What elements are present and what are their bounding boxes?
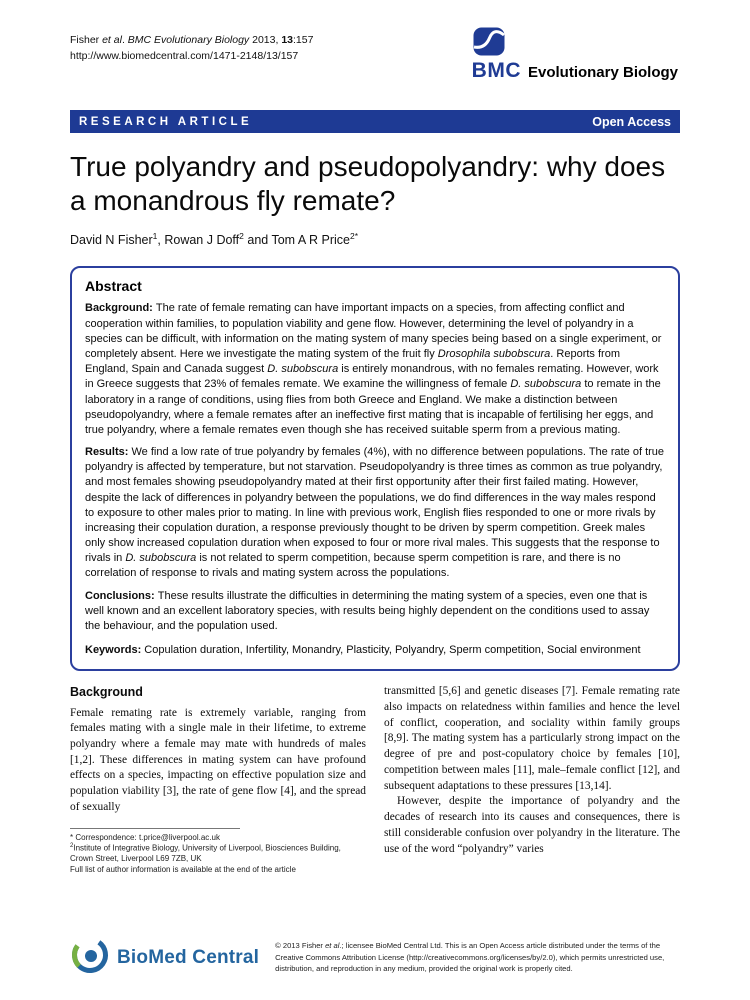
correspondence-email[interactable]: t.price@liverpool.ac.uk (138, 832, 220, 842)
bmc-logo-icon (472, 26, 506, 57)
body-paragraph-left: Female remating rate is extremely variable, ranging from females mating with a single male in their lifetime, to extreme polyandry where a female may mate with hundreds of males [1,2]. These differences in mating system can have profound effects on a species, impacting on effective population size and population viability [3], the rate of gene flow [4], and the spread of sexually (70, 706, 366, 813)
abstract-conclusions-paragraph: Conclusions: These results illustrate the difficulties in determining the mating system of a species, even one that is well known and an excellent laboratory species, with results being highly dependent on the conditions used to assay the behaviour, and the population used. (85, 589, 650, 632)
bmc-logo-text-row (472, 59, 678, 83)
body-columns (70, 684, 680, 875)
correspondence-label: * Correspondence: (70, 832, 139, 842)
body-paragraph-right-2: However, despite the importance of polyandry and the decades of research into its causes and consequences, there is still considerable confusion over polyandry in the literature. The use of the word “polyandry” varies (384, 795, 680, 855)
page-header (70, 26, 680, 92)
section-heading-background: Background (70, 685, 143, 700)
column-right (384, 684, 680, 875)
bmc-logo (472, 26, 680, 83)
abstract-keywords: Keywords: Copulation duration, Infertility, Monandry, Plasticity, Polyandry, Sperm competition, Social environment (85, 644, 641, 657)
column-left (70, 684, 366, 875)
bmc-logo-text: BMC (471, 59, 521, 82)
open-access-label: Open Access (592, 114, 671, 129)
footnotes-block (70, 828, 366, 876)
research-article-label: RESEARCH ARTICLE (79, 115, 253, 128)
biomedcentral-logo-text: BioMed Central (117, 946, 260, 968)
footnote-rule (70, 828, 240, 829)
article-title: True polyandry and pseudopolyandry: why does a monandrous fly remate? (70, 151, 666, 217)
abstract-box (70, 266, 680, 671)
biomedcentral-logo-icon (70, 935, 110, 980)
journal-url[interactable]: http://www.biomedcentral.com/1471-2148/13/157 (70, 49, 299, 62)
copyright-text: © 2013 Fisher et al.; licensee BioMed Central Ltd. This is an Open Access article distributed under the terms of the Creative Commons Attribution License (http://creativecommons.org/licenses/by/2.0), which permits unrestricted use, distribution, and reproduction in any medium, provided the original work is properly cited. (275, 941, 665, 974)
abstract-background-paragraph: Background: The rate of female remating can have important impacts on a species, from affecting conflict and cooperation within families, to population viability and gene flow. However, determining the level of polyandry in a species can be difficult, with information on the mating system of many species being based on a single experiment, or completely absent. Here we investigate the mating system of the fruit fly Drosophila subobscura. Reports from England, Spain and Canada suggest D. subobscura is entirely monandrous, with no females remating. However, work in Greece suggests that 23% of females remate. We examine the willingness of female D. subobscura to remate in the laboratory in a range of conditions, using flies from both Greece and England. We make a distinction between pseudopolyandry, where a female remates after an ineffective first mating that is incapable of fertilising her eggs, and true polyandry, where a female remates even though she has received suitable sperm from a previous mating. (85, 302, 662, 436)
journal-name: Evolutionary Biology (527, 64, 678, 81)
abstract-results-paragraph: Results: We find a low rate of true polyandry by females (4%), with no difference between populations. The rate of true polyandry is affected by temperature, but not starvation. Pseudopolyandry is three times as common as true polyandry, and most females showing pseudopolyandry mated at their first opportunity after their first failed mating. However, despite the lack of differences in polyandry between the populations, we do find differences in the way males respond to exposure to other males prior to mating. In line with previous work, English flies responded to one or more rivals by increasing their copulation duration, a response previously thought to be driven by sperm competition. Greek males only show increased copulation duration when exposed to four or more rival males. This suggests that the response to rivals in D. subobscura is not related to sperm competition, because sperm competition is rare, and there is no correlation of response to rivals and mating system across the populations. (85, 446, 665, 580)
correspondence-note (70, 833, 366, 844)
biomedcentral-logo (70, 935, 259, 980)
abstract-heading: Abstract (85, 278, 142, 295)
journal-citation: Fisher et al. BMC Evolutionary Biology 2013, 13:157 (70, 34, 314, 46)
article-type-banner (70, 110, 680, 133)
author-list: David N Fisher$^1$, Rowan J Doff$^2$ and Tom A R Price$^{2*}$ (70, 231, 359, 248)
page-footer (70, 935, 680, 980)
body-paragraph-right-1: transmitted [5,6] and genetic diseases [7]. Female remating rate also impacts on relatedness within families and hence the level of conflict, cooperation, and sociality within family groups [8,9]. The mating system has a particularly strong impact on the degree of pre and post-copulatory choice by females [10], competition between males [11], male–female conflict [12], and subsequent adaptations to these pressures [13,14]. (384, 685, 680, 792)
affiliation-note: $^2$Institute of Integrative Biology, University of Liverpool, Biosciences Building, Crown Street, Liverpool L69 7ZB, UK (70, 843, 341, 864)
journal-citation-block (70, 26, 313, 65)
author-info-note: Full list of author information is available at the end of the article (70, 864, 296, 874)
